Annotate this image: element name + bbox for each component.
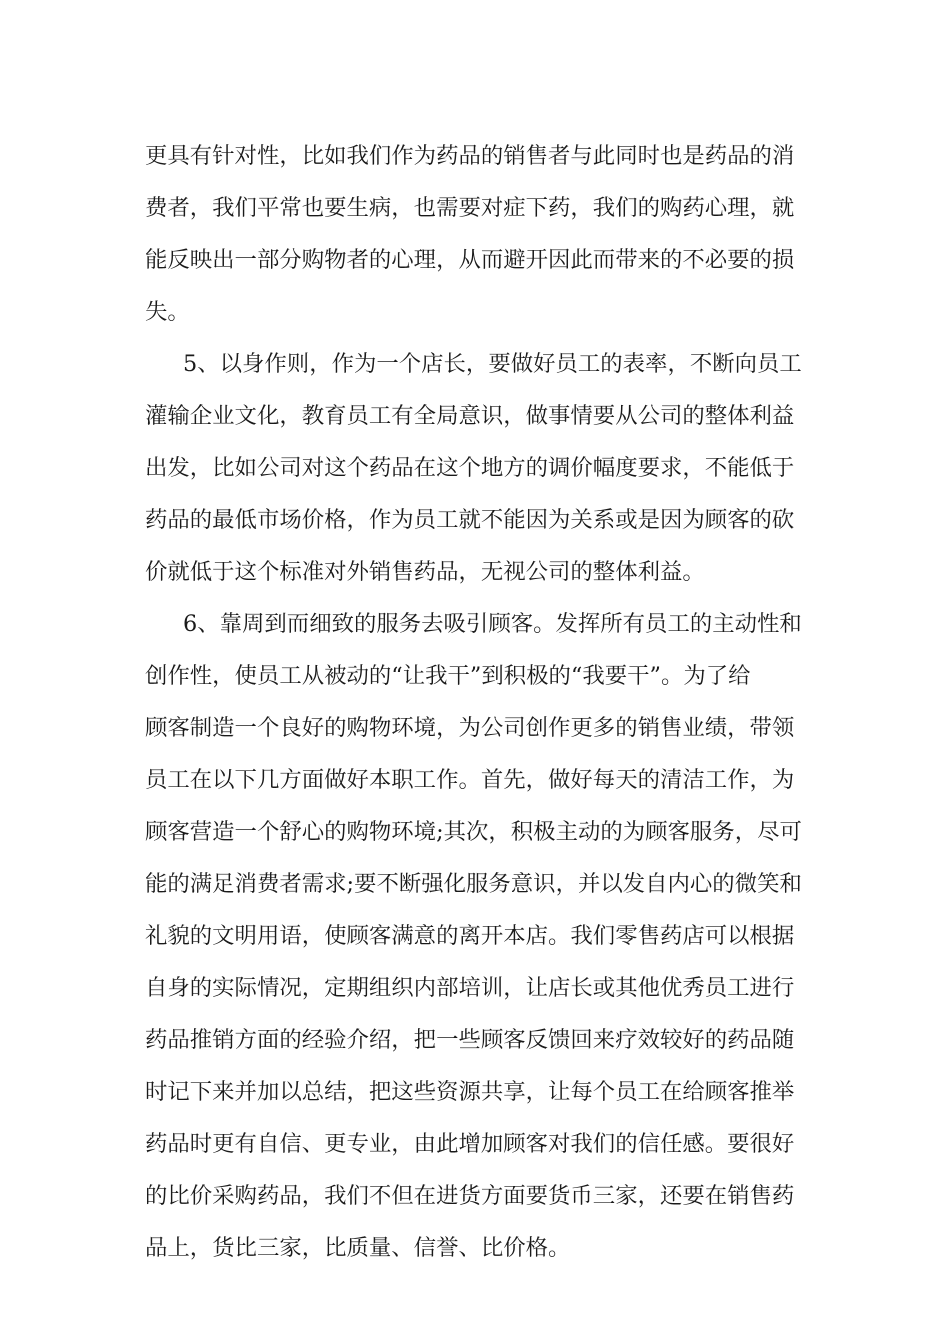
- text-line: 药品推销方面的经验介绍，把一些顾客反馈回来疗效较好的药品随: [145, 1027, 795, 1053]
- text-line: 创作性，使员工从被动的“让我干”到积极的“我要干”。为了给: [145, 663, 751, 689]
- paragraph-6-start: 6、靠周到而细致的服务去吸引顾客。发挥所有员工的主动性和: [183, 611, 802, 637]
- text-line: 员工在以下几方面做好本职工作。首先，做好每天的清洁工作，为: [145, 767, 795, 793]
- text-line: 的比价采购药品，我们不但在进货方面要货币三家，还要在销售药: [145, 1183, 795, 1209]
- text-line: 灌输企业文化，教育员工有全局意识，做事情要从公司的整体利益: [145, 403, 795, 429]
- text-line: 自身的实际情况，定期组织内部培训，让店长或其他优秀员工进行: [145, 975, 795, 1001]
- text-line: 出发，比如公司对这个药品在这个地方的调价幅度要求，不能低于: [145, 455, 795, 481]
- text-line: 顾客制造一个良好的购物环境，为公司创作更多的销售业绩，带领: [145, 715, 795, 741]
- text-line: 费者，我们平常也要生病，也需要对症下药，我们的购药心理，就: [145, 195, 795, 221]
- text-line: 品上，货比三家，比质量、信誉、比价格。: [145, 1235, 571, 1261]
- text-line: 能的满足消费者需求;要不断强化服务意识，并以发自内心的微笑和: [145, 871, 802, 897]
- text-line: 礼貌的文明用语，使顾客满意的离开本店。我们零售药店可以根据: [145, 923, 795, 949]
- body-text: [145, 130, 810, 1274]
- text-line: 时记下来并加以总结，把这些资源共享，让每个员工在给顾客推举: [145, 1079, 795, 1105]
- text-line: 能反映出一部分购物者的心理，从而避开因此而带来的不必要的损: [145, 247, 795, 273]
- text-line: 价就低于这个标准对外销售药品，无视公司的整体利益。: [145, 559, 705, 585]
- text-line: 顾客营造一个舒心的购物环境;其次，积极主动的为顾客服务，尽可: [145, 819, 802, 845]
- text-line: 更具有针对性，比如我们作为药品的销售者与此同时也是药品的消: [145, 143, 795, 169]
- text-line: 药品的最低市场价格，作为员工就不能因为关系或是因为顾客的砍: [145, 507, 795, 533]
- text-line: 药品时更有自信、更专业，由此增加顾客对我们的信任感。要很好: [145, 1131, 795, 1157]
- text-line: 失。: [145, 299, 190, 325]
- paragraph-5-start: 5、以身作则，作为一个店长，要做好员工的表率，不断向员工: [183, 351, 802, 377]
